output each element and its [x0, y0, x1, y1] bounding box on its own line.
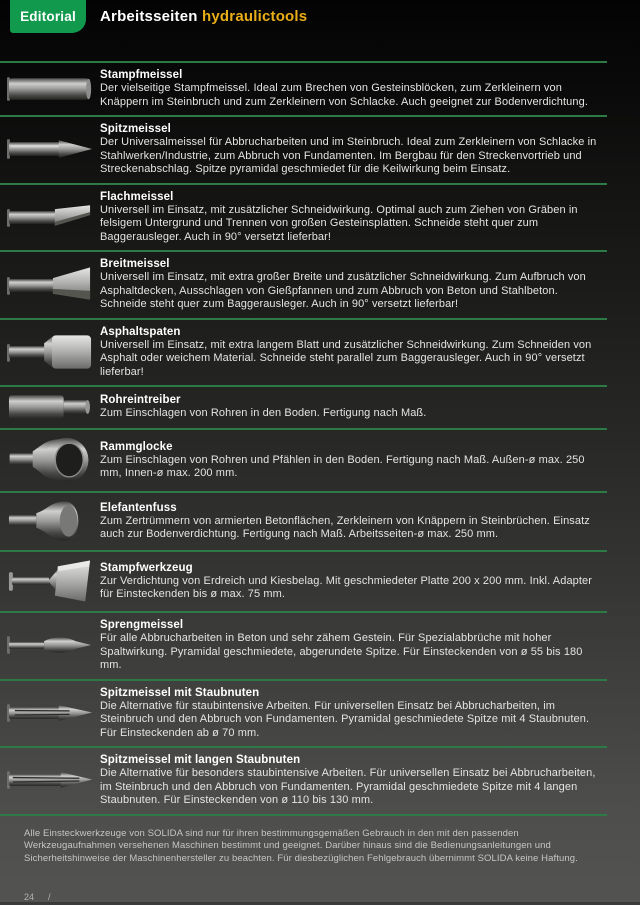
tool-description: Der vielseitige Stampfmeissel. Ideal zum Brechen von Gesteinsblöcken, zum Zerkleinern von Knäppern im Steinbruch und zum Zerkleinern von Schlacke. Auch geeignet zur Bodenverdichtung. — [100, 82, 588, 108]
spitzmeissel-image — [0, 136, 100, 162]
elefantenfuss-image — [0, 498, 100, 544]
tool-section-spitzmeissel-staubnuten — [0, 681, 640, 747]
tool-description: Die Alternative für besonders staubintensive Arbeiten. Für universellen Einsatz bei Abbrucharbeiten, im Steinbruch und den Abbruch von Fundamenten. Pyramidal geschmiedete Spitze mit 4 langen Staubnuten. Für Einsteckenden von ø 110 bis 130 mm. — [100, 767, 596, 806]
tool-description: Zum Einschlagen von Rohren in den Boden. Fertigung nach Maß. — [100, 407, 427, 420]
tool-description: Der Universalmeissel für Abbrucharbeiten und im Steinbruch. Ideal zum Zerkleinern von Schlacke in Stahlwerken/Industrie, zum Abbruch von Fundamenten. Im Bergbau für den Streckenvortrieb und Streckenabschlag. Spitze pyramidal geschmiedet für die Keilwirkung beim Einsatz. — [100, 136, 597, 175]
tool-section-breitmeissel — [0, 252, 640, 318]
tool-title: Spitzmeissel mit Staubnuten — [100, 686, 260, 699]
tool-section-rammglocke — [0, 430, 640, 491]
tool-description: Zur Verdichtung von Erdreich und Kiesbelag. Mit geschmiedeter Platte 200 x 200 mm. Inkl. Adapter für Einsteckenden bis ø max. 75 mm. — [100, 574, 593, 600]
tool-title: Stampfwerkzeug — [100, 561, 193, 574]
tool-description: Zum Einschlagen von Rohren und Pfählen in den Boden. Fertigung nach Maß. Außen-ø max. 250 mm, Innen-ø max. 200 mm. — [100, 453, 585, 479]
editorial-tab — [10, 0, 86, 33]
tool-description: Universell im Einsatz, mit extra langem Blatt und zusätzlicher Schneidwirkung. Zum Schneiden von Asphalt oder weichem Material. Schneide steht parallel zum Baggerausleger. Auch in 90° versetzt lieferbar! — [100, 338, 592, 378]
page-title — [100, 8, 307, 25]
tool-title: Spitzmeissel mit langen Staubnuten — [100, 754, 301, 766]
tool-title: Rammglocke — [100, 440, 173, 453]
tool-section-rohreintreiber — [0, 387, 640, 428]
stampfwerkzeug-image — [0, 557, 100, 605]
flachmeissel-image — [0, 202, 100, 232]
tool-section-sprengmeissel — [0, 613, 640, 679]
tool-title: Rohreintreiber — [100, 394, 181, 407]
tool-description: Die Alternative für staubintensive Arbeiten. Für universellen Einsatz bei Abbrucharbeiten, im Steinbruch und den Abbruch von Fundamenten. Pyramidal geschmiedete Spitze mit 4 Staubnuten. Für Einsteckenden ab ø 70 mm. — [100, 699, 590, 739]
stampfmeissel-image — [0, 75, 100, 103]
page-header — [0, 0, 640, 61]
rohreintreiber-image — [0, 392, 100, 422]
tool-title: Breitmeissel — [100, 258, 170, 270]
tool-section-spitzmeissel — [0, 117, 640, 183]
tool-section-flachmeissel — [0, 185, 640, 251]
disclaimer-text: Alle Einsteckwerkzeuge von SOLIDA sind nur für ihren bestimmungsgemäßen Gebrauch in den mit den passenden Werkzeugaufnahmen versehenen Maschinen bestimmt und geeignet. Darüber hinaus sind die Bedienungsanleitungen und Sicherheitshinweise der Maschinenhersteller zu beachten. Für diesbezüglichen Fehlgebrauch übernimmt SOLIDA keine Haftung. — [24, 827, 578, 864]
tool-title: Flachmeissel — [100, 190, 174, 203]
sprengmeissel-image — [0, 633, 100, 657]
tool-title: Sprengmeissel — [100, 619, 184, 631]
tool-description: Universell im Einsatz, mit zusätzlicher Schneidwirkung. Optimal auch zum Ziehen von Gräben in felsigem Untergrund und Trennen von großen Gesteinsplatten. Schneide steht quer zum Baggerausleger. Auch in 90° versetzt lieferbar! — [100, 203, 578, 243]
tool-section-spitzmeissel-lange-staubnuten — [0, 748, 640, 814]
tool-title: Asphaltspaten — [100, 325, 181, 338]
tool-section-elefantenfuss — [0, 493, 640, 550]
tool-title: Stampfmeissel — [100, 69, 183, 81]
page-footer — [0, 816, 640, 866]
spitzmeissel-lange-staubnuten-image — [0, 768, 100, 792]
asphaltspaten-image — [0, 331, 100, 373]
tool-description: Für alle Abbrucharbeiten in Beton und sehr zähem Gestein. Für Spezialabbrüche mit hoher Spaltwirkung. Pyramidal geschmiedete, abgerundete Spitze. Für Einsteckenden von ø 55 bis 180 mm. — [100, 632, 583, 671]
page-number — [24, 892, 640, 902]
tool-description: Universell im Einsatz, mit extra großer Breite und zusätzlicher Schneidwirkung. Zum Aufbruch von Asphaltdecken, Ausschlagen von Gießpfannen und zum Abbruch von Beton und Stahlbeton. Schneide steht quer zum Baggerausleger. Auch in 90° versetzt lieferbar! — [100, 271, 586, 310]
tool-section-stampfmeissel — [0, 63, 640, 115]
rammglocke-image — [0, 435, 100, 485]
tool-section-stampfwerkzeug — [0, 552, 640, 611]
tool-title: Elefantenfuss — [100, 501, 177, 514]
breitmeissel-image — [0, 265, 100, 303]
tool-section-asphaltspaten — [0, 320, 640, 386]
spitzmeissel-staubnuten-image — [0, 701, 100, 725]
tool-title: Spitzmeissel — [100, 123, 171, 135]
page-title-plain: Arbeitsseiten — [100, 8, 198, 25]
page-title-brand: hydraulictools — [202, 8, 308, 25]
editorial-tab-label: Editorial — [20, 9, 76, 24]
page-number-separator: / — [48, 892, 51, 902]
page-number-value: 24 — [24, 892, 35, 902]
tool-description: Zum Zertrümmern von armierten Betonflächen, Zerkleinern von Knäppern in Steinbrüchen. Einsatz auch zur Bodenverdichtung. Fertigung nach Maß. Arbeitsseiten-ø max. 250 mm. — [100, 514, 590, 540]
